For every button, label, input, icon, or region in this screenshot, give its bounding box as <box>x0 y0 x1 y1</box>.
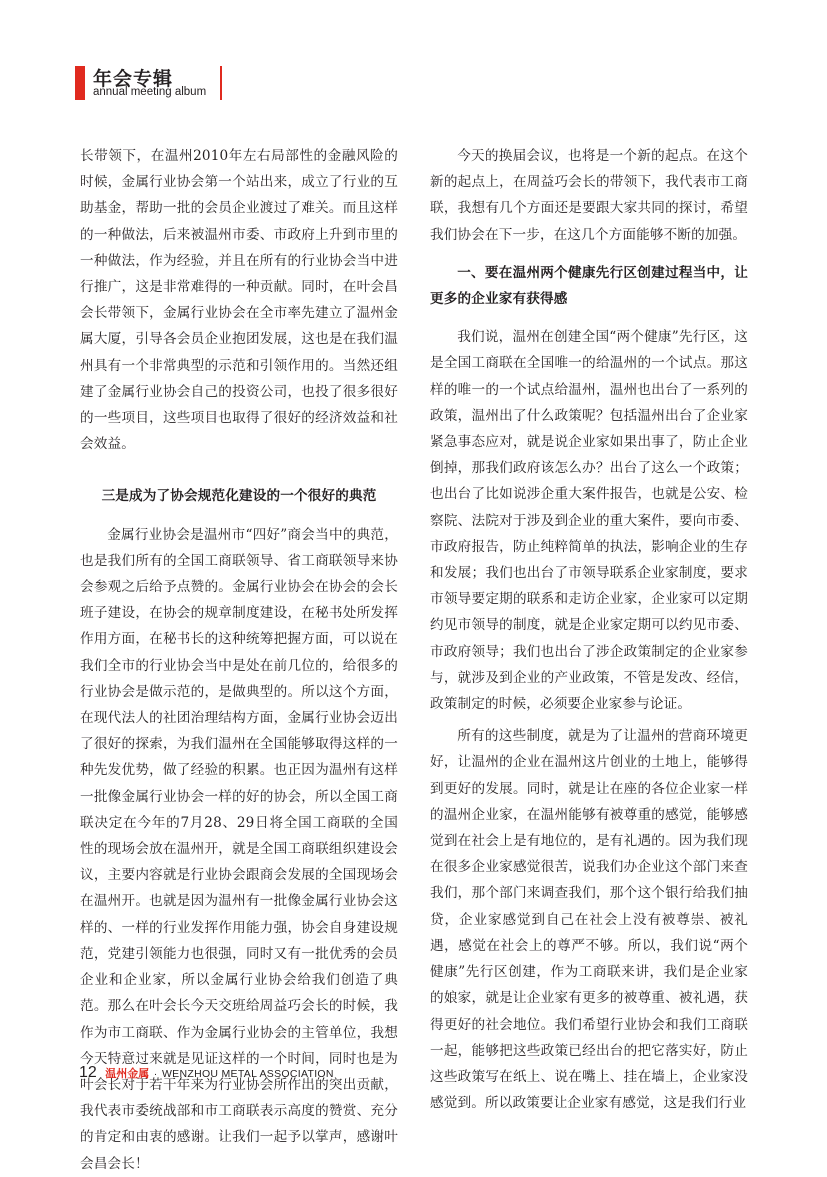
magazine-name-cn: 温州金属 <box>105 1067 150 1080</box>
paragraph-gap <box>430 248 748 260</box>
magazine-name-en: WENZHOU METAL ASSOCIATION <box>161 1068 334 1080</box>
page-number: 12 <box>79 1064 97 1081</box>
left-paragraph-1: 长带领下，在温州2010年左右局部性的金融风险的时候，金属行业协会第一个站出来，成立了行业的互助基金，帮助一批的会员企业渡过了难关。而且这样的一种做法，后来被温州市委、市政府上升到市里的一种做法，作为经验，并且在所有的行业协会当中进行推广，这是非常难得的一种贡献。同时，在叶会昌会长带领下，金属行业协会在全市率先建立了温州金属大厦，引导各会员企业抱团发展，这也是在我们温州具有一个非常典型的示范和引领作用的。当然还组建了金属行业协会自己的投资公司，也投了很多很好的一些项目，这些项目也取得了很好的经济效益和社会效益。 <box>80 148 398 453</box>
page-footer <box>79 1064 334 1082</box>
right-paragraph-1: 今天的换届会议，也将是一个新的起点。在这个新的起点上，在周益巧会长的带领下，我代表市工商联，我想有几个方面还是要跟大家共同的探讨，希望我们协会在下一步，在这几个方面能够不断的加强。 <box>430 148 748 243</box>
left-paragraph-2: 金属行业协会是温州市“四好”商会当中的典范，也是我们所有的全国工商联领导、省工商联领导来协会参观之后给予点赞的。金属行业协会在协会的会长班子建设，在协会的规章制度建设，在秘书处所发挥作用方面，在秘书长的这种统筹把握方面，可以说在我们全市的行业协会当中是处在前几位的，给很多的行业协会是做示范的，是做典型的。所以这个方面，在现代法人的社团治理结构方面，金属行业协会迈出了很好的探索，为我们温州在全国能够取得这样的一种先发优势，做了经验的积累。也正因为温州有这样一批像金属行业协会一样的好的协会，所以全国工商联决定在今年的7月28、29日将全国工商联的全国性的现场会放在温州开，就是全国工商联组织建设会议，主要内容就是行业协会跟商会发展的全国现场会在温州开。也就是因为温州有一批像金属行业协会这样的、一样的行业发挥作用能力强，协会自身建设规范，党建引领能力也很强，同时又有一批优秀的会员企业和企业家，所以金属行业协会给我们创造了典范。那么在叶会长今天交班给周益巧会长的时候，我作为市工商联、作为金属行业协会的主管单位，我想今天特意过来就是见证这样的一个时间，同时也是为叶会长对于若干年来为行业协会所作出的突出贡献，我代表市委统战部和市工商联表示高度的赞赏、充分的肯定和由衷的感谢。让我们一起予以掌声，感谢叶会昌会长！ <box>80 526 398 1172</box>
footer-separator: · <box>153 1068 158 1080</box>
paragraph-gap <box>80 510 398 522</box>
section-subtitle: annual meeting album <box>93 86 207 98</box>
right-column <box>430 143 748 1116</box>
header-divider <box>220 66 222 100</box>
paragraph-gap <box>430 312 748 324</box>
right-section-heading: 一、要在温州两个健康先行区创建过程当中，让更多的企业家有获得感 <box>430 264 748 308</box>
left-column <box>80 143 398 1177</box>
right-paragraph-3: 所有的这些制度，就是为了让温州的营商环境更好，让温州的企业在温州这片创业的土地上，能够得到更好的发展。同时，就是让在座的各位企业家一样的温州企业家，在温州能够有被尊重的感觉，能够感觉到在社会上是有地位的，是有礼遇的。因为我们现在很多企业家感觉很苦，说我们办企业这个部门来查我们，那个部门来调查我们，那个这个银行给我们抽贷，企业家感觉到自己在社会上没有被尊崇、被礼遇，感觉在社会上的尊严不够。所以，我们说“两个健康”先行区创建，作为工商联来讲，我们是企业家的娘家，就是让企业家有更多的被尊重、被礼遇，获得更好的社会地位。我们希望行业协会和我们工商联一起，能够把这些政策已经出台的把它落实好，防止这些政策写在纸上、说在嘴上、挂在墙上，企业家没感觉到。所以政策要让企业家有感觉，这是我们行业 <box>430 728 748 1112</box>
header-accent-bar <box>75 66 85 100</box>
section-title: 年会专辑 <box>93 68 174 90</box>
left-section-heading: 三是成为了协会规范化建设的一个很好的典范 <box>101 488 377 505</box>
right-paragraph-2: 我们说，温州在创建全国“两个健康”先行区，这是全国工商联在全国唯一的给温州的一个试点。那这样的唯一的一个试点给温州，温州也出台了一系列的政策，温州出了什么政策呢？包括温州出台了企业家紧急事态应对，就是说企业家如果出事了，防止企业倒掉，那我们政府该怎么办？出台了这么一个政策；也出台了比如说涉企重大案件报告，也就是公安、检察院、法院对于涉及到企业的重大案件，要向市委、市政府报告，防止纯粹简单的执法，影响企业的生存和发展；我们也出台了市领导联系企业家制度，要求市领导要定期的联系和走访企业家，企业家可以定期约见市领导的制度，就是企业家定期可以约见市委、市政府领导；我们也出台了涉企政策制定的企业家参与，就涉及到企业的产业政策，不管是发改、经信，政策制定的时候，必须要企业家参与论证。 <box>430 329 748 713</box>
paragraph-gap <box>80 457 398 483</box>
